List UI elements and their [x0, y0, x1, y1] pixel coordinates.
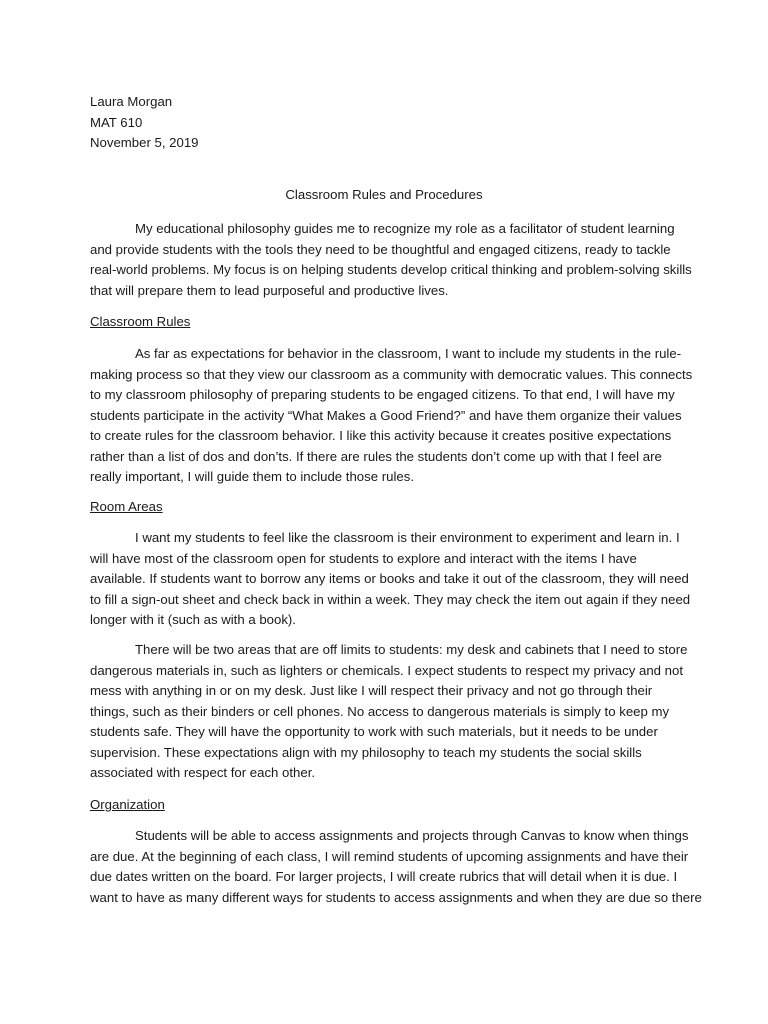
paragraph-line: associated with respect for each other.	[90, 765, 316, 780]
paragraph-line: and provide students with the tools they need to be thoughtful and engaged citizens, ready to tackle	[90, 241, 671, 257]
document-date: November 5, 2019	[90, 135, 199, 150]
course-code: MAT 610	[90, 114, 143, 130]
paragraph-line: students safe. They will have the opportunity to work with such materials, but it needs to be under	[90, 724, 658, 739]
paragraph-line: to fill a sign-out sheet and check back in within a week. They may check the item out again if they need	[90, 591, 691, 607]
paragraph-line: I want my students to feel like the classroom is their environment to experiment and learn in. I	[135, 530, 680, 545]
classroom-rules-paragraph	[90, 344, 693, 488]
paragraph-line: rather than a list of dos and don’ts. If there are rules the students don’t come up with that I feel are	[90, 448, 662, 464]
paragraph-line: available. If students want to borrow any items or books and take it out of the classroom, they will need	[90, 571, 689, 586]
author-header	[90, 92, 199, 154]
paragraph-line: There will be two areas that are off limits to students: my desk and cabinets that I need to store	[135, 642, 688, 657]
paragraph-line: are due. At the beginning of each class, I will remind students of upcoming assignments and have their	[90, 848, 689, 864]
paragraph-line: dangerous materials in, such as lighters or chemicals. I expect students to respect my privacy and not	[90, 662, 683, 678]
paragraph-line: to create rules for the classroom behavior. I like this activity because it creates positive expectations	[90, 428, 672, 443]
paragraph-line: will have most of the classroom open for students to explore and interact with the items I have	[90, 550, 637, 566]
section-heading-organization: Organization	[90, 797, 165, 812]
room-areas-paragraph-1	[90, 528, 691, 631]
paragraph-line: students participate in the activity “What Makes a Good Friend?” and have them organize their values	[90, 407, 682, 423]
paragraph-line: due dates written on the board. For larger projects, I will create rubrics that will detail when it is due. I	[90, 869, 678, 884]
paragraph-line: mess with anything in or on my desk. Just like I will respect their privacy and not go through their	[90, 683, 653, 698]
author-name: Laura Morgan	[90, 94, 173, 109]
paragraph-line: that will prepare them to lead purposeful and productive lives.	[90, 282, 449, 298]
paragraph-line: things, such as their binders or cell phones. No access to dangerous materials is simply to keep my	[90, 703, 670, 719]
room-areas-paragraph-2	[90, 640, 688, 784]
paragraph-line: longer with it (such as with a book).	[90, 612, 296, 627]
section-heading-classroom-rules: Classroom Rules	[90, 314, 191, 329]
organization-paragraph	[90, 826, 702, 908]
paragraph-line: real-world problems. My focus is on helping students develop critical thinking and problem-solving skills	[90, 262, 692, 277]
paragraph-line: want to have as many different ways for students to access assignments and when they are due so there	[90, 889, 702, 905]
paragraph-line: making process so that they view our classroom as a community with democratic values. This connects	[90, 366, 693, 382]
paragraph-line: As far as expectations for behavior in the classroom, I want to include my students in the rule-	[135, 346, 682, 361]
paragraph-line: really important, I will guide them to include those rules.	[90, 469, 414, 484]
section-heading-room-areas: Room Areas	[90, 499, 163, 514]
paragraph-line: supervision. These expectations align with my philosophy to teach my students the social skills	[90, 744, 642, 760]
paragraph-line: My educational philosophy guides me to recognize my role as a facilitator of student learning	[135, 221, 675, 236]
paragraph-line: to my classroom philosophy of preparing students to be engaged citizens. To that end, I will have my	[90, 387, 675, 402]
paragraph-line: Students will be able to access assignments and projects through Canvas to know when things	[135, 828, 689, 843]
intro-paragraph	[90, 219, 692, 301]
document-title: Classroom Rules and Procedures	[285, 187, 483, 202]
